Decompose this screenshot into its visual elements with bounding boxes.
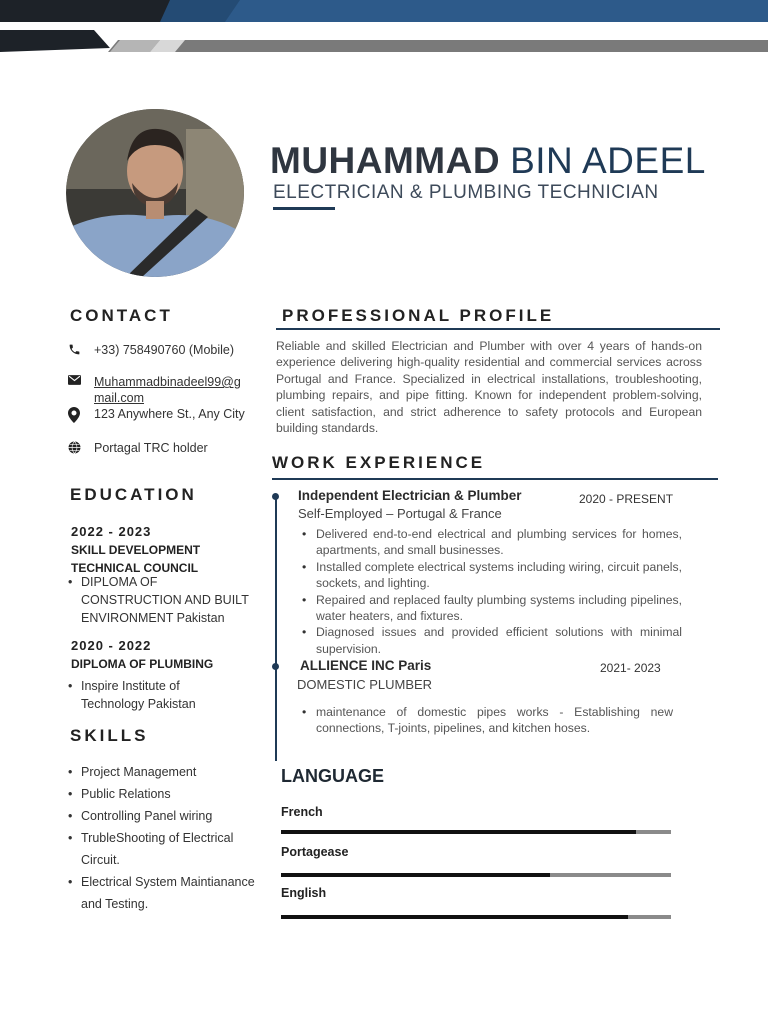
timeline-dot xyxy=(272,493,279,500)
language-heading: LANGUAGE xyxy=(281,766,384,786)
profile-text: Reliable and skilled Electrician and Plumber with over 4 years of hands-on experience delivering high-quality residential and commercial services across Portugal and France. Specialized in electrical installations, troubleshooting, plumbing repairs, and pipe fitting. Known for independent problem-solving, client satisfaction, and strict adherence to safety protocols and European building standards. xyxy=(276,339,702,436)
job-bullets-1 xyxy=(300,526,682,657)
job-title-1: Independent Electrician & Plumber xyxy=(298,488,522,503)
institution-line-2: TECHNICAL COUNCIL xyxy=(71,561,199,575)
job-dates-1: 2020 - PRESENT xyxy=(579,492,674,506)
list-item: • DIPLOMA OF CONSTRUCTION AND BUILT ENVIRONMENT Pakistan xyxy=(66,573,258,627)
permit-text: Portagal TRC holder xyxy=(94,441,208,455)
list-item: • Diagnosed issues and provided efficient solutions with minimal supervision. xyxy=(300,624,682,657)
education-details-2 xyxy=(66,677,216,713)
job-title-2: ALLIENCE INC Paris xyxy=(300,658,432,673)
contact-email[interactable] xyxy=(68,374,248,406)
globe-icon xyxy=(68,440,94,454)
language-bar-fill xyxy=(281,830,636,834)
education-institution-1 xyxy=(71,541,251,577)
contact-permit xyxy=(68,440,248,456)
contact-phone xyxy=(68,342,248,358)
job-dates-2: 2021- 2023 xyxy=(600,661,661,675)
language-bar-fill xyxy=(281,915,628,919)
list-item: • Installed complete electrical systems including wiring, circuit panels, sockets, and lighting. xyxy=(300,559,682,592)
header-band xyxy=(0,0,768,60)
education-institution-2: DIPLOMA OF PLUMBING xyxy=(71,657,214,671)
job-subtitle-1: Self-Employed – Portugal & France xyxy=(298,506,502,521)
profile-rule xyxy=(276,328,720,330)
address-text: 123 Anywhere St., Any City xyxy=(94,407,245,421)
language-bar-1 xyxy=(281,830,671,834)
language-bar-2 xyxy=(281,873,671,877)
list-item: • maintenance of domestic pipes works - Establishing new connections, T-joints, pipelines, and kitchen hoses. xyxy=(300,704,673,737)
full-name xyxy=(270,140,706,182)
email-link[interactable] xyxy=(94,374,241,406)
education-years-2: 2020 - 2022 xyxy=(71,638,152,653)
list-item: • TrubleShooting of Electrical Circuit. xyxy=(66,827,236,871)
skills-heading: SKILLS xyxy=(70,726,149,745)
skills-list xyxy=(66,761,262,915)
list-item: • Inspire Institute of Technology Pakistan xyxy=(66,677,216,713)
institution-line-1: SKILL DEVELOPMENT xyxy=(71,543,201,557)
contact-heading: CONTACT xyxy=(70,306,173,325)
mail-icon xyxy=(68,374,94,385)
job-bullets-2 xyxy=(300,704,673,737)
phone-number: +33) 758490760 (Mobile) xyxy=(94,343,235,357)
profile-heading: PROFESSIONAL PROFILE xyxy=(282,306,555,325)
email-line-1: Muhammadbinadeel99@g xyxy=(94,375,241,389)
job-title: ELECTRICIAN & PLUMBING TECHNICIAN xyxy=(273,182,659,203)
list-item: • Repaired and replaced faulty plumbing systems including pipelines, water heaters, and fixtures. xyxy=(300,592,682,625)
list-item: • Public Relations xyxy=(66,783,262,805)
language-name-2: Portagease xyxy=(281,845,349,859)
timeline-dot xyxy=(272,663,279,670)
list-item: • Delivered end-to-end electrical and plumbing services for homes, apartments, and small businesses. xyxy=(300,526,682,559)
language-name-3: English xyxy=(281,886,327,900)
work-heading: WORK EXPERIENCE xyxy=(272,453,486,472)
language-name-1: French xyxy=(281,805,323,819)
job-subtitle-2: DOMESTIC PLUMBER xyxy=(297,677,433,692)
education-years-1: 2022 - 2023 xyxy=(71,524,152,539)
timeline-line xyxy=(275,496,277,761)
contact-address xyxy=(68,406,248,423)
language-bar-fill xyxy=(281,873,550,877)
location-pin-icon xyxy=(68,406,94,423)
work-rule xyxy=(272,478,718,480)
education-details-1 xyxy=(66,573,258,627)
last-name: BIN ADEEL xyxy=(510,140,706,181)
first-name: MUHAMMAD xyxy=(270,140,501,181)
language-bar-3 xyxy=(281,915,671,919)
email-line-2: mail.com xyxy=(94,391,145,405)
list-item: • Controlling Panel wiring xyxy=(66,805,262,827)
profile-photo xyxy=(66,109,244,277)
list-item: • Project Management xyxy=(66,761,262,783)
title-underline xyxy=(273,207,335,210)
education-heading: EDUCATION xyxy=(70,485,197,504)
list-item: • Electrical System Maintianance and Testing. xyxy=(66,871,262,915)
phone-icon xyxy=(68,342,94,356)
